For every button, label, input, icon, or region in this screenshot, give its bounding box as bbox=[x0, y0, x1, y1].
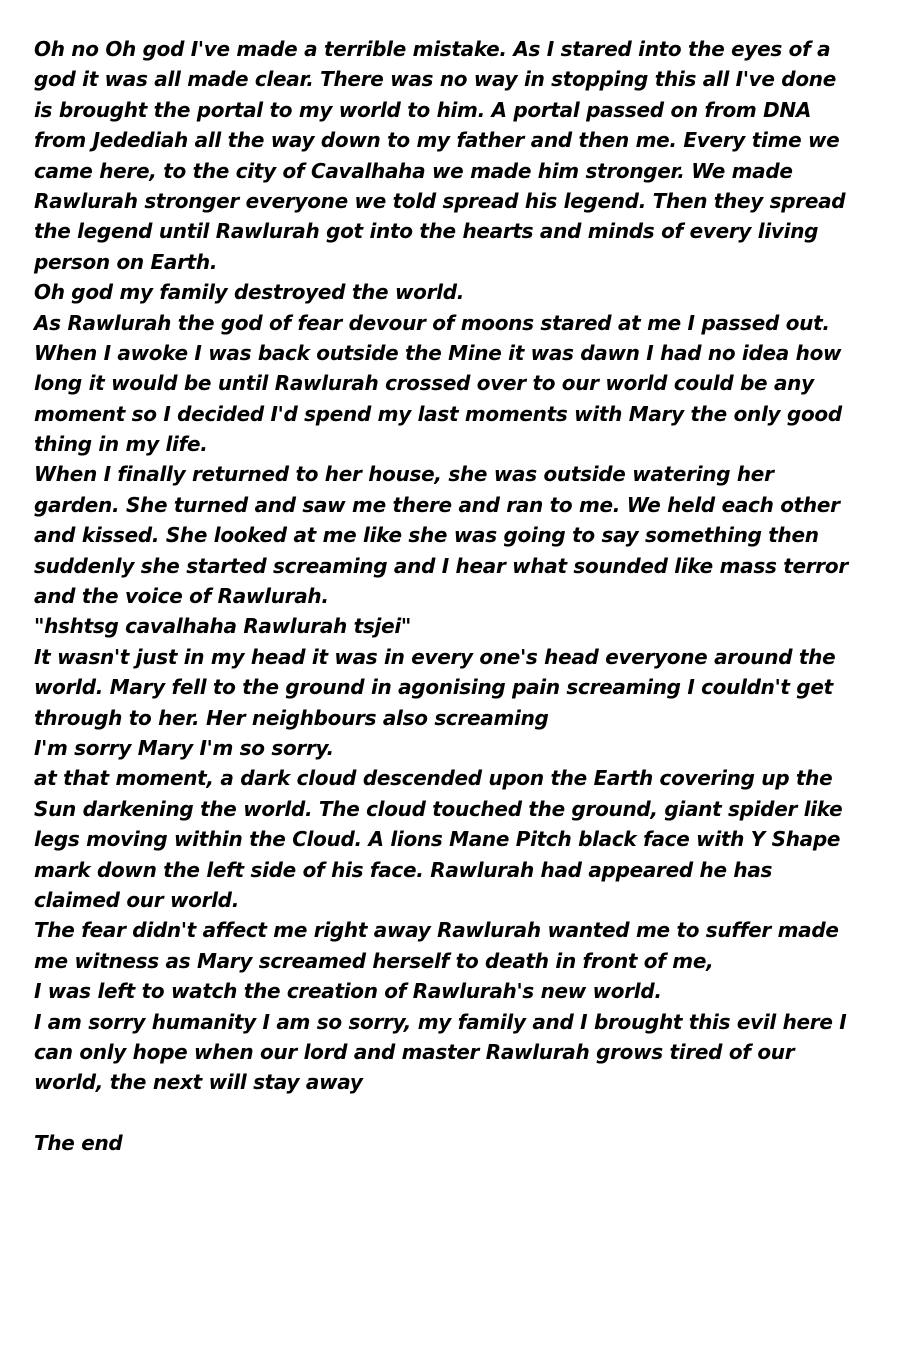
story-ending: The end bbox=[34, 1131, 123, 1156]
story-line: I'm sorry Mary I'm so sorry. bbox=[34, 735, 334, 760]
story-line: and kissed. She looked at me like she was going to say something then bbox=[34, 523, 819, 548]
story-line: I am sorry humanity I am so sorry, my family and I brought this evil here I bbox=[34, 1009, 847, 1034]
story-line: garden. She turned and saw me there and ran to me. We held each other bbox=[34, 492, 840, 517]
story-line: and the voice of Rawlurah. bbox=[34, 584, 329, 609]
story-line: god it was all made clear. There was no way in stopping this all I've done bbox=[34, 67, 836, 92]
story-line: suddenly she started screaming and I hear what sounded like mass terror bbox=[34, 553, 848, 578]
story-line: world. Mary fell to the ground in agonising pain screaming I couldn't get bbox=[34, 675, 833, 700]
story-line: moment so I decided I'd spend my last moments with Mary the only good bbox=[34, 401, 842, 426]
story-line: at that moment, a dark cloud descended upon the Earth covering up the bbox=[34, 766, 833, 791]
story-line: Rawlurah stronger everyone we told spread his legend. Then they spread bbox=[34, 188, 846, 213]
story-line: from Jedediah all the way down to my father and then me. Every time we bbox=[34, 128, 840, 153]
story-line: It wasn't just in my head it was in every one's head everyone around the bbox=[34, 644, 836, 669]
story-line: can only hope when our lord and master Rawlurah grows tired of our bbox=[34, 1039, 795, 1064]
story-line: person on Earth. bbox=[34, 249, 218, 274]
blank-line bbox=[34, 1098, 868, 1128]
story-line: world, the next will stay away bbox=[34, 1070, 363, 1095]
story-line: is brought the portal to my world to him. A portal passed on from DNA bbox=[34, 97, 812, 122]
story-line: the legend until Rawlurah got into the hearts and minds of every living bbox=[34, 219, 819, 244]
story-line: When I awoke I was back outside the Mine it was dawn I had no idea how bbox=[34, 340, 842, 365]
story-line: claimed our world. bbox=[34, 887, 240, 912]
story-line: came here, to the city of Cavalhaha we made him stronger. We made bbox=[34, 158, 793, 183]
story-line: legs moving within the Cloud. A lions Mane Pitch black face with Y Shape bbox=[34, 827, 841, 852]
story-line: When I finally returned to her house, she was outside watering her bbox=[34, 462, 774, 487]
story-line: through to her. Her neighbours also screaming bbox=[34, 705, 549, 730]
story-line: Oh no Oh god I've made a terrible mistake. As I stared into the eyes of a bbox=[34, 37, 831, 61]
story-line: long it would be until Rawlurah crossed over to our world could be any bbox=[34, 371, 814, 396]
story-line: I was left to watch the creation of Rawlurah's new world. bbox=[34, 979, 662, 1004]
story-line: The fear didn't affect me right away Rawlurah wanted me to suffer made bbox=[34, 918, 839, 943]
story-page bbox=[34, 34, 868, 1158]
story-line: Oh god my family destroyed the world. bbox=[34, 280, 465, 305]
story-line: me witness as Mary screamed herself to death in front of me, bbox=[34, 948, 714, 973]
story-line: thing in my life. bbox=[34, 432, 208, 457]
story-line: As Rawlurah the god of fear devour of moons stared at me I passed out. bbox=[34, 310, 830, 335]
story-line: "hshtsg cavalhaha Rawlurah tsjei" bbox=[34, 614, 412, 639]
story-line: Sun darkening the world. The cloud touched the ground, giant spider like bbox=[34, 796, 843, 821]
story-line: mark down the left side of his face. Rawlurah had appeared he has bbox=[34, 857, 773, 882]
